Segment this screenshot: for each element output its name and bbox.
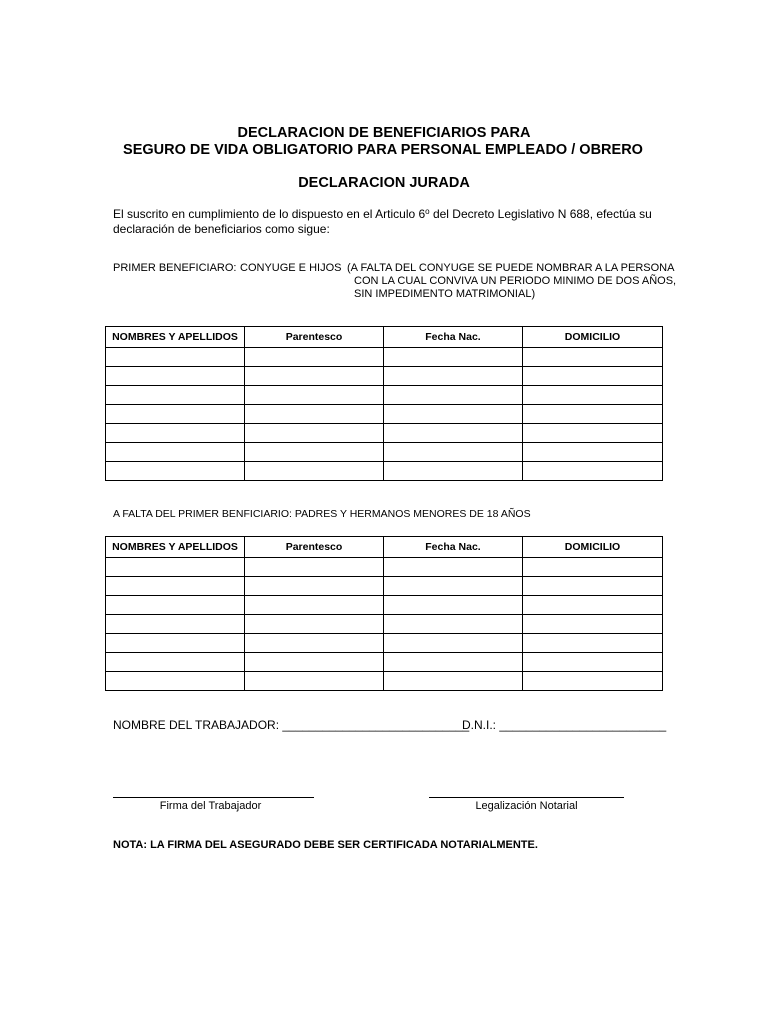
cell-domicilio[interactable] — [523, 634, 663, 653]
firma-signature-line[interactable] — [113, 797, 314, 798]
cell-nombres[interactable] — [106, 634, 245, 653]
cell-parentesco[interactable] — [245, 615, 384, 634]
table-row — [106, 615, 663, 634]
table-row — [106, 367, 663, 386]
table-header-row — [106, 327, 663, 348]
primer-beneficiario-who: CONYUGE E HIJOS — [240, 262, 342, 274]
cell-domicilio[interactable] — [523, 386, 663, 405]
cell-nombres[interactable] — [106, 405, 245, 424]
cell-fecha[interactable] — [384, 443, 523, 462]
cell-parentesco[interactable] — [245, 596, 384, 615]
col-header-nombres: NOMBRES Y APELLIDOS — [106, 327, 245, 348]
cell-fecha[interactable] — [384, 672, 523, 691]
cell-fecha[interactable] — [384, 386, 523, 405]
cell-parentesco[interactable] — [245, 462, 384, 481]
nota-text: NOTA: LA FIRMA DEL ASEGURADO DEBE SER CERTIFICADA NOTARIALMENTE. — [113, 839, 538, 851]
table-row — [106, 558, 663, 577]
beneficiarios-table-1 — [105, 326, 663, 481]
table-row — [106, 634, 663, 653]
intro-paragraph — [113, 207, 673, 237]
cell-domicilio[interactable] — [523, 596, 663, 615]
table-header-row — [106, 537, 663, 558]
cell-parentesco[interactable] — [245, 634, 384, 653]
title-line-1: DECLARACION DE BENEFICIARIOS PARA — [237, 125, 531, 141]
col-header-domicilio: DOMICILIO — [523, 327, 663, 348]
title-line-2-text: SEGURO DE VIDA OBLIGATORIO PARA PERSONAL EMPLEADO / OBRERO — [123, 142, 643, 158]
cell-nombres[interactable] — [106, 462, 245, 481]
cell-domicilio[interactable] — [523, 443, 663, 462]
cell-parentesco[interactable] — [245, 367, 384, 386]
cell-parentesco[interactable] — [245, 558, 384, 577]
nombre-trabajador-field[interactable]: NOMBRE DEL TRABAJADOR: ____________________________ — [113, 718, 470, 732]
cell-fecha[interactable] — [384, 348, 523, 367]
col-header-domicilio: DOMICILIO — [523, 537, 663, 558]
table-row — [106, 653, 663, 672]
table-row — [106, 443, 663, 462]
col-header-fecha: Fecha Nac. — [384, 327, 523, 348]
col-header-parentesco: Parentesco — [245, 327, 384, 348]
cell-domicilio[interactable] — [523, 615, 663, 634]
primer-beneficiario-note — [347, 262, 676, 301]
table-row — [106, 348, 663, 367]
cell-domicilio[interactable] — [523, 424, 663, 443]
cell-fecha[interactable] — [384, 596, 523, 615]
cell-domicilio[interactable] — [523, 653, 663, 672]
primer-beneficiario-label: PRIMER BENEFICIARO: — [113, 262, 237, 274]
cell-fecha[interactable] — [384, 405, 523, 424]
note-line-3: SIN IMPEDIMENTO MATRIMONIAL) — [354, 288, 536, 300]
cell-fecha[interactable] — [384, 424, 523, 443]
cell-nombres[interactable] — [106, 577, 245, 596]
cell-parentesco[interactable] — [245, 653, 384, 672]
cell-nombres[interactable] — [106, 443, 245, 462]
table-row — [106, 672, 663, 691]
cell-nombres[interactable] — [106, 615, 245, 634]
cell-fecha[interactable] — [384, 367, 523, 386]
cell-domicilio[interactable] — [523, 348, 663, 367]
cell-nombres[interactable] — [106, 367, 245, 386]
title-line-2 — [0, 142, 768, 158]
cell-domicilio[interactable] — [523, 405, 663, 424]
cell-domicilio[interactable] — [523, 367, 663, 386]
cell-parentesco[interactable] — [245, 386, 384, 405]
cell-parentesco[interactable] — [245, 424, 384, 443]
cell-parentesco[interactable] — [245, 443, 384, 462]
table-row — [106, 596, 663, 615]
table-row — [106, 577, 663, 596]
segundo-beneficiario-label: A FALTA DEL PRIMER BENFICIARIO: PADRES Y HERMANOS MENORES DE 18 AÑOS — [113, 508, 531, 520]
cell-domicilio[interactable] — [523, 577, 663, 596]
cell-fecha[interactable] — [384, 558, 523, 577]
beneficiarios-table-2 — [105, 536, 663, 691]
col-header-fecha: Fecha Nac. — [384, 537, 523, 558]
table-row — [106, 424, 663, 443]
col-header-nombres: NOMBRES Y APELLIDOS — [106, 537, 245, 558]
cell-nombres[interactable] — [106, 348, 245, 367]
table-row — [106, 462, 663, 481]
cell-domicilio[interactable] — [523, 672, 663, 691]
firma-label: Firma del Trabajador — [159, 800, 262, 812]
legalizacion-label: Legalización Notarial — [475, 800, 578, 812]
cell-parentesco[interactable] — [245, 577, 384, 596]
note-line-1: (A FALTA DEL CONYUGE SE PUEDE NOMBRAR A LA PERSONA — [347, 262, 675, 274]
intro-superscript: o — [425, 207, 430, 216]
intro-text-a: El suscrito en cumplimiento de lo dispuesto en el Articulo 6 — [113, 207, 426, 221]
cell-nombres[interactable] — [106, 653, 245, 672]
cell-fecha[interactable] — [384, 653, 523, 672]
cell-fecha[interactable] — [384, 462, 523, 481]
cell-parentesco[interactable] — [245, 405, 384, 424]
intro-text-b: del Decreto Legislativo N 688, efectúa su declaración de beneficiarios como sigue: — [113, 207, 652, 236]
cell-fecha[interactable] — [384, 634, 523, 653]
cell-fecha[interactable] — [384, 615, 523, 634]
cell-nombres[interactable] — [106, 424, 245, 443]
legalizacion-signature-line[interactable] — [429, 797, 624, 798]
cell-domicilio[interactable] — [523, 558, 663, 577]
table-row — [106, 386, 663, 405]
cell-nombres[interactable] — [106, 672, 245, 691]
dni-field[interactable]: D.N.I.: _________________________ — [462, 718, 667, 732]
cell-domicilio[interactable] — [523, 462, 663, 481]
document-subtitle: DECLARACION JURADA — [298, 175, 470, 191]
cell-nombres[interactable] — [106, 596, 245, 615]
cell-fecha[interactable] — [384, 577, 523, 596]
cell-nombres[interactable] — [106, 558, 245, 577]
note-line-2: CON LA CUAL CONVIVA UN PERIODO MINIMO DE DOS AÑOS, — [354, 275, 677, 287]
cell-nombres[interactable] — [106, 386, 245, 405]
table-row — [106, 405, 663, 424]
col-header-parentesco: Parentesco — [245, 537, 384, 558]
cell-parentesco[interactable] — [245, 348, 384, 367]
cell-parentesco[interactable] — [245, 672, 384, 691]
